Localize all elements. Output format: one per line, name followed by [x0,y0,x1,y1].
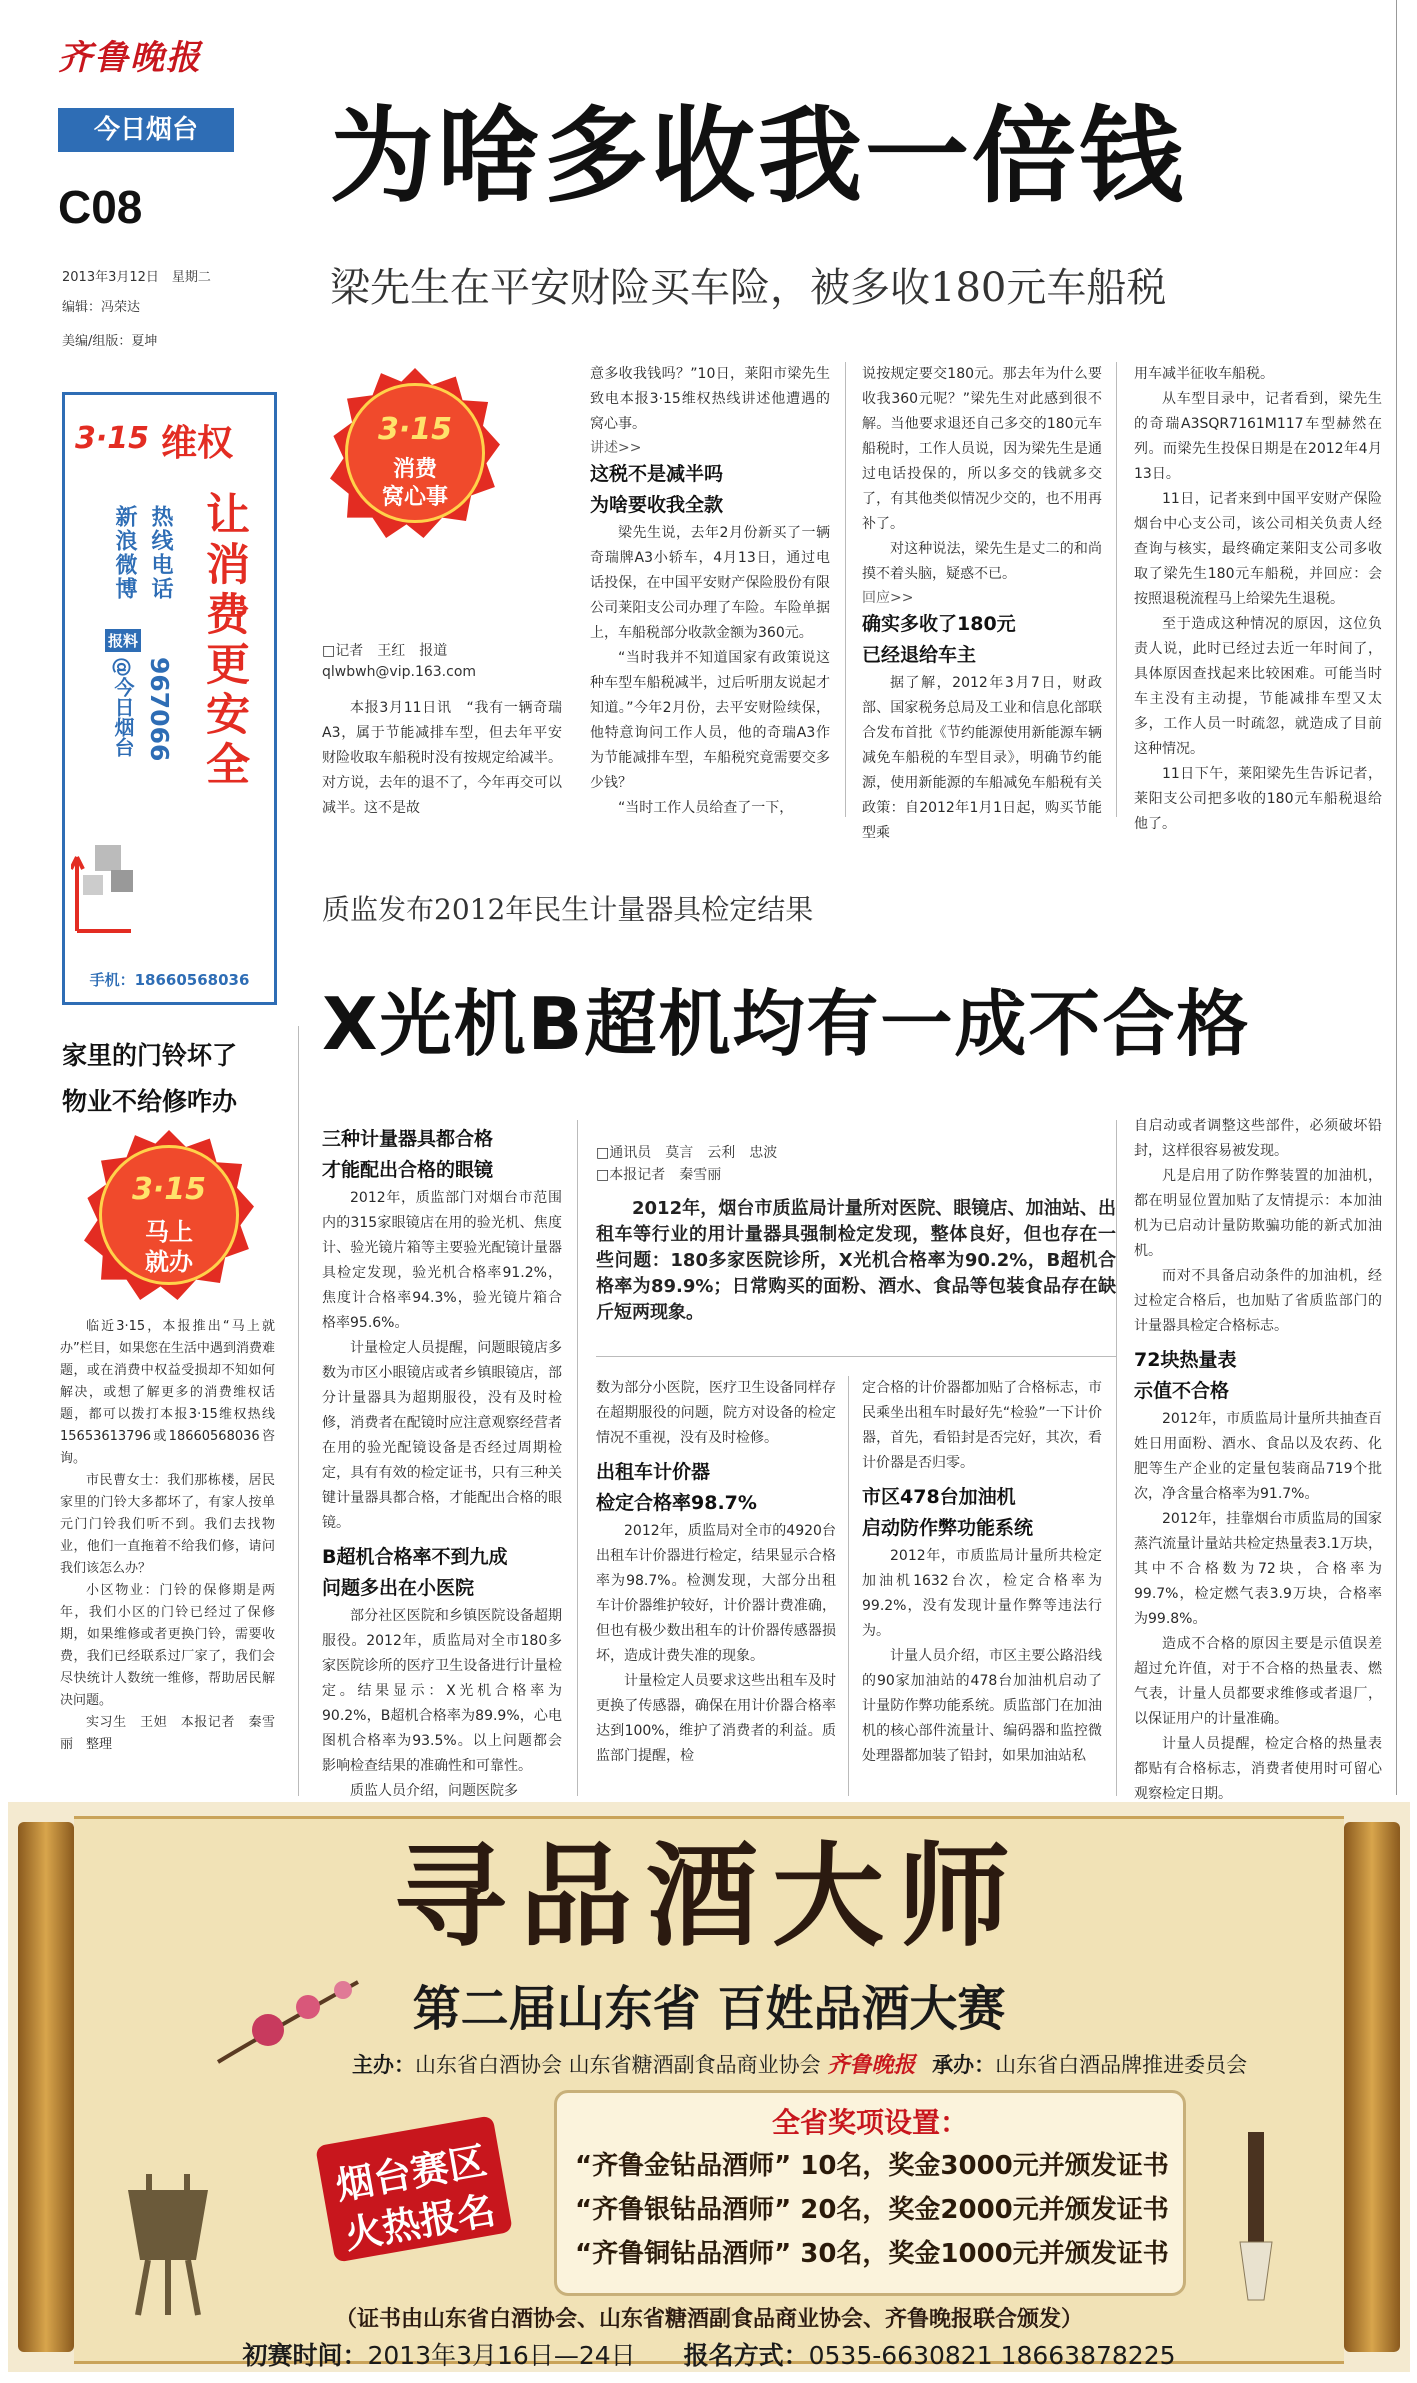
consumer-hotline-box [62,392,277,1005]
designer-credit: 美编/组版：夏坤 [62,334,158,349]
liquor-contest-ad [8,1802,1410,2372]
subheading: 为啥要收我全款 [590,494,724,516]
arrow-graphic [71,815,151,935]
paragraph: 2012年，市质监局计量所共抽查百姓日用面粉、酒水、食品以及农药、化肥等生产企业的定量包装商品719个批次，净含量合格率为91.7%。 [1134,1411,1382,1502]
paragraph: 从车型目录中，记者看到，梁先生的奇瑞A3SQR7161M117车型赫然在列。而梁先生投保日期是在2012年4月13日。 [1134,391,1382,482]
column-rule [848,1376,849,1796]
subheading: 示值不合格 [1134,1380,1230,1402]
badge-line1: 消费 [392,457,437,482]
story2-column3 [862,1376,1102,1769]
section-kicker: 讲述>> [590,440,642,456]
undertaker-name: 山东省白酒品牌推进委员会 [995,2053,1248,2077]
left-rail-rule [298,1026,299,1796]
story1-column4 [1134,362,1382,837]
hotline-label-phone: 热线电话 [148,505,173,601]
story1-column2 [590,362,830,821]
left-story-headline1: 家里的门铃坏了 [62,1041,238,1070]
badge-315-text: 3·15 [377,412,453,447]
lead-paragraph: 2012年，烟台市质监局计量所对医院、眼镜店、加油站、出租车等行业的用计量器具强制检定发现，整体良好，但也存在一些问题：180多家医院诊所，X光机合格率为90.2%，B超机合格率为89.9%；日常购买的面粉、酒水、食品等包装食品存在缺斤短两现象。 [596,1198,1116,1323]
story2-column1 [322,1124,562,1804]
story1-subhead: 梁先生在平安财险买车险，被多收180元车船税 [330,265,1167,311]
subheading: 72块热量表 [1134,1349,1237,1371]
prize-silver: “齐鲁银钻品酒师” 20名，奖金2000元并颁发证书 [575,2195,1169,2225]
column-rule [845,362,846,817]
left-story-badge [84,1130,254,1300]
story1-column1 [322,696,562,821]
story1-email: qlwbwh@vip.163.com [322,664,477,680]
paragraph: 2012年，质监部门对烟台市范围内的315家眼镜店在用的验光机、焦度计、验光镜片箱等主要验光配镜计量器具检定发现，验光机合格率91.2%，焦度计合格率94.3%，验光镜片箱合格率95.6%。 [322,1190,562,1331]
paragraph: 11日，记者来到中国平安财产保险烟台中心支公司，该公司相关负责人经查询与核实，最终确定莱阳支公司多收取了梁先生180元车船税，并回应：会按照退税流程马上给梁先生退税。 [1134,491,1382,607]
schedule-value: 2013年3月16日—24日 [367,2341,636,2370]
paragraph: 计量人员提醒，检定合格的热量表都贴有合格标志，消费者使用时可留心观察检定日期。 [1134,1736,1382,1802]
paragraph: 自启动或者调整这些部件，必须破坏铅封，这样很容易被发现。 [1134,1118,1382,1159]
section-kicker: 回应>> [862,590,914,606]
certificate-note: （证书由山东省白酒协会、山东省糖酒副食品商业协会、齐鲁晚报联合颁发） [334,2307,1083,2332]
paragraph: 临近3·15，本报推出“马上就办”栏目，如果您在生活中遇到消费难题，或在消费中权益受损却不知如何解决，或想了解更多的消费维权话题，都可以拨打本报3·15维权热线15653613796或18660568036咨询。 [60,1319,275,1466]
prize-heading: 全省奖项设置： [771,2106,968,2139]
paragraph: 2012年，市质监局计量所共检定加油机1632台次，检定合格率为99.2%，没有发现计量作弊等违法行为。 [862,1548,1102,1639]
paragraph: 市民曹女士：我们那栋楼，居民家里的门铃大多都坏了，有家人按单元门门铃我们听不到。我们去找物业，他们一直拖着不给我们修，请问我们该怎么办？ [60,1473,275,1576]
paragraph: 实习生 王妲 本报记者 秦雪丽 整理 [60,1715,275,1752]
page-number: C08 [58,181,143,233]
paragraph: 质监人员介绍，问题医院多 [350,1783,518,1799]
stamp-line2: 火热报名 [341,2187,499,2258]
paragraph: “当时工作人员给查了一下， [618,800,794,816]
newspaper-brand: 齐鲁晚报 [58,38,202,78]
organizer-brand: 齐鲁晚报 [827,2052,916,2078]
subheading: 确实多收了180元 [862,613,1016,635]
weibo-handle: @今日烟台 [111,657,135,757]
paragraph: 数为部分小医院，医疗卫生设备同样存在超期服役的问题，院方对设备的检定情况不重视，没有及时检修。 [596,1380,836,1446]
hotline-logo-weiquan: 维权 [161,423,234,464]
story2-column2 [596,1376,836,1769]
hotline-number: 967066 [145,657,174,762]
subheading: 出租车计价器 [596,1461,711,1483]
subheading: B超机合格率不到九成 [322,1546,508,1568]
section-label: 今日烟台 [58,108,234,152]
subheading: 启动防作弊功能系统 [862,1517,1034,1539]
badge-line2: 就办 [145,1248,193,1276]
paragraph: 用车减半征收车船税。 [1134,366,1274,382]
paragraph: 本报3月11日讯 “我有一辆奇瑞A3，属于节能减排车型，但去年平安财险收取车船税时没有按规定给减半。对方说，去年的退不了，今年再交可以减半。这不是故 [322,700,562,816]
subheading: 才能配出合格的眼镜 [322,1159,494,1181]
plum-blossom-decoration [208,1962,368,2072]
paragraph: 11日下午，莱阳梁先生告诉记者，莱阳支公司把多收的180元车船税退给他了。 [1134,766,1382,832]
stamp-line1: 烟台赛区 [332,2138,490,2209]
paragraph: 而对不具备启动条件的加油机，经过检定合格后，也加贴了省质监部门的计量器具检定合格标志。 [1134,1268,1382,1334]
column-rule [1116,1120,1117,1796]
schedule-label: 初赛时间： [242,2341,368,2370]
hotline-logo-315: 3·15 [75,421,150,456]
badge-315-text: 3·15 [131,1172,207,1207]
story1-badge [330,368,500,538]
organizer-line [352,2048,1247,2079]
paragraph: 部分社区医院和乡镇医院设备超期服役。2012年，质监局对全市180多家医院诊所的医疗卫生设备进行计量检定。结果显示：X光机合格率为90.2%，B超机合格率为89.9%，心电图机合格率为93.5%。以上问题都会影响检查结果的准确性和可靠性。 [322,1608,562,1774]
subheading: 三种计量器具都合格 [322,1128,494,1150]
prize-panel [554,2090,1186,2296]
paragraph: 定合格的计价器都加贴了合格标志，市民乘坐出租车时最好先“检验”一下计价器，首先，看铅封是否完好，其次，看计价器是否归零。 [862,1380,1102,1471]
editor-credit: 编辑：冯荣达 [62,300,141,315]
hotline-slogan: 让消费更安全 [198,491,249,791]
left-story-body [60,1316,275,1756]
column-rule [1116,362,1117,817]
story2-lead [596,1196,1116,1326]
subheading: 市区478台加油机 [862,1486,1016,1508]
prize-gold: “齐鲁金钻品酒师” 10名，奖金3000元并颁发证书 [575,2151,1169,2181]
undertaker-label: 承办： [932,2053,996,2077]
ad-subtitle: 第二届山东省 百姓品酒大赛 [412,1981,1006,2037]
baoliao-tag: 报料 [105,629,141,652]
subheading: 检定合格率98.7% [596,1492,757,1514]
subheading: 已经退给车主 [862,644,977,666]
prize-bronze: “齐鲁铜钻品酒师” 30名，奖金1000元并颁发证书 [575,2239,1169,2269]
issue-date: 2013年3月12日 星期二 [62,270,211,285]
paragraph: 凡是启用了防作弊装置的加油机，都在明显位置加贴了友情提示：本加油机为已启动计量防欺骗功能的新式加油机。 [1134,1168,1382,1259]
paragraph: 计量检定人员提醒，问题眼镜店多数为市区小眼镜店或者乡镇眼镜店，部分计量器具为超期服役，没有及时检修，消费者在配镜时应注意观察经营者在用的验光配镜设备是否经过周期检定，具有有效的检定证书，只有三种关键计量器具都合格，才能配出合格的眼镜。 [322,1340,562,1531]
paragraph: 计量检定人员要求这些出租车及时更换了传感器，确保在用计价器合格率达到100%，维护了消费者的利益。质监部门提醒，检 [596,1673,836,1764]
story2-byline2: □本报记者 秦雪丽 [596,1167,722,1183]
ad-title-text: 寻品酒大师 [394,1831,1024,1962]
badge-line1: 马上 [145,1218,193,1246]
paragraph: 2012年，质监局对全市的4920台出租车计价器进行检定，结果显示合格率为98.7%。检测发现，大部分出租车计价器维护较好，计价器计费准确，但也有极少数出租车的计价器传感器损坏，造成计费失准的现象。 [596,1523,836,1664]
paragraph: 2012年，挂靠烟台市质监局的国家蒸汽流量计量站共检定热量表3.1万块，其中不合格数为72块，合格率为99.7%，检定燃气表3.9万块，合格率为99.8%。 [1134,1511,1382,1627]
story1-column3 [862,362,1102,846]
story2-byline1: □通讯员 莫言 云利 忠波 [596,1145,778,1161]
signup-label: 报名方式： [683,2341,809,2370]
hotline-label-weibo: 新浪微博 [112,505,137,601]
signup-value: 0535-6630821 18663878225 [808,2341,1176,2370]
paragraph: 对这种说法，梁先生是丈二的和尚摸不着头脑，疑惑不已。 [862,541,1102,582]
paragraph: 至于造成这种情况的原因，这位负责人说，此时已经过去近一年时间了，具体原因查找起来比较困难。可能当时车主没有主动提，节能减排车型又太多，工作人员一时疏忽，就造成了目前这种情况。 [1134,616,1382,757]
story1-byline: □记者 王红 报道 [322,643,448,659]
paragraph: 说按规定要交180元。那去年为什么要收我360元呢？”梁先生对此感到很不解。当他要求退还自己多交的180元车船税时，工作人员说，因为梁先生是通过电话投保的，所以多交的钱就多交了，有其他类似情况少交的，也不用再补了。 [862,366,1102,532]
paragraph: 计量人员介绍，市区主要公路沿线的90家加油站的478台加油机启动了计量防作弊功能系统。质监部门在加油机的核心部件流量计、编码器和监控微处理器都加装了铅封，如果加油站私 [862,1648,1102,1764]
story2-kicker: 质监发布2012年民生计量器具检定结果 [322,893,814,926]
paragraph: 小区物业：门铃的保修期是两年，我们小区的门铃已经过了保修期，如果维修或者更换门铃，需要收费，我们已经联系过厂家了，我们会尽快统计人数统一维修，帮助居民解决问题。 [60,1583,275,1708]
paragraph: 造成不合格的原因主要是示值误差超过允许值，对于不合格的热量表、燃气表，计量人员都要求维修或者退厂，以保证用户的计量准确。 [1134,1636,1382,1727]
left-story-headline2: 物业不给修咋办 [62,1087,238,1116]
calligraphy-brush-decoration [1218,2132,1298,2302]
bronze-vessel-decoration [108,2170,228,2320]
page-right-border [1396,0,1397,1795]
organizer-label: 主办： [352,2053,415,2077]
story1-headline: 为啥多收我一倍钱 [330,95,1187,217]
story2-headline: X光机B超机均有一成不合格 [322,982,1251,1066]
schedule-line [8,2336,1410,2372]
subheading: 这税不是减半吗 [590,463,724,485]
paragraph: 据了解，2012年3月7日，财政部、国家税务总局及工业和信息化部联合发布首批《节约能源使用新能源车辆减免车船税的车型目录》，明确节约能源，使用新能源的车船减免车船税有关政策：自2012年1月1日起，购买节能型乘 [862,675,1102,841]
hotline-mobile: 手机：18660568036 [89,971,250,989]
column-rule [577,1120,578,1796]
paragraph: “当时我并不知道国家有政策说这种车型车船税减半，过后听朋友说起才知道。”今年2月份，去平安财险续保，他特意询问工作人员，他的奇瑞A3作为节能减排车型，车船税究竟需要交多少钱？ [590,650,830,791]
ad-title [8,1832,1410,1962]
paragraph: 意多收我钱吗？”10日，莱阳市梁先生致电本报3·15维权热线讲述他遭遇的窝心事。 [590,366,830,432]
paragraph: 梁先生说，去年2月份新买了一辆奇瑞牌A3小轿车，4月13日，通过电话投保，在中国平安财产保险股份有限公司莱阳支公司办理了车险。车险单据上，车船税部分收款金额为360元。 [590,525,830,641]
lead-rule [596,1356,1116,1357]
story2-column4 [1134,1114,1382,1807]
badge-line2: 窝心事 [381,485,448,510]
subheading: 问题多出在小医院 [322,1577,475,1599]
organizer-names: 山东省白酒协会 山东省糖酒副食品商业协会 [415,2053,821,2077]
